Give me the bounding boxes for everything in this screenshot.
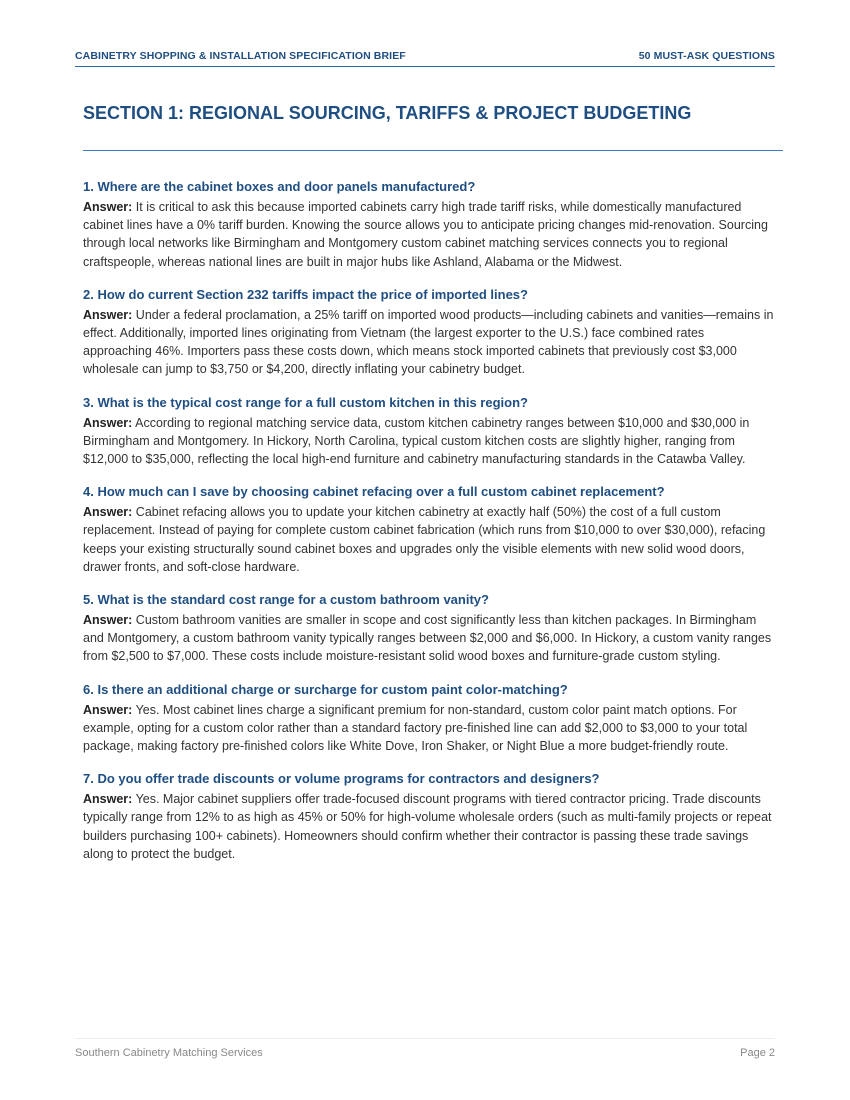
- qa-item: [83, 591, 775, 666]
- question: 3. What is the typical cost range for a full custom kitchen in this region?: [83, 394, 528, 410]
- qa-item: [83, 770, 775, 863]
- qa-item: [83, 286, 775, 379]
- answer-text: Yes. Most cabinet lines charge a significant premium for non-standard, custom color paint match options. For example, opting for a custom color rather than a standard factory pre-finished line can add $2,000 to $3,000 to your total package, making factory pre-finished colors like White Dove, Iron Shaker, or Night Blue a more budget-friendly route.: [83, 702, 748, 754]
- answer-label: Answer:: [83, 307, 133, 322]
- question: 6. Is there an additional charge or surcharge for custom paint color-matching?: [83, 681, 568, 697]
- question: 7. Do you offer trade discounts or volume programs for contractors and designers?: [83, 771, 600, 787]
- answer: [83, 306, 775, 379]
- answer-label: Answer:: [83, 613, 133, 628]
- answer: [83, 503, 775, 576]
- header-subtitle: 50 MUST-ASK QUESTIONS: [638, 50, 775, 62]
- answer-text: Custom bathroom vanities are smaller in scope and cost significantly less than kitchen packages. In Birmingham and Montgomery, a custom bathroom vanity typically ranges between $2,000 and $6,000. In Hickory, a custom vanity ranges from $2,500 to $7,000. These costs include moisture-resistant solid wood boxes and furniture-grade custom styling.: [83, 613, 772, 664]
- qa-item: [83, 483, 775, 576]
- qa-list: [83, 178, 775, 878]
- answer: [83, 198, 775, 271]
- answer-label: Answer:: [83, 702, 133, 717]
- answer-text: Cabinet refacing allows you to update your kitchen cabinetry at exactly half (50%) the cost of a full custom replacement. Instead of paying for complete custom cabinet fabrication (which runs from $10,000 to over $30,000), refacing keeps your existing structurally sound cabinet boxes and upgrades only the visible elements with new solid wood doors, drawer fronts, and soft-close hardware.: [83, 505, 766, 574]
- question: 1. Where are the cabinet boxes and door panels manufactured?: [83, 179, 476, 194]
- question: 5. What is the standard cost range for a custom bathroom vanity?: [83, 592, 489, 608]
- answer: [83, 701, 775, 756]
- footer-company: Southern Cabinetry Matching Services: [75, 1047, 263, 1059]
- answer-text: It is critical to ask this because imported cabinets carry high trade tariff risks, while domestically manufactured cabinet lines have a 0% tariff burden. Knowing the source allows you to anticipate pricing changes mid-renovation. Sourcing through local networks like Birmingham and Montgomery custom cabinet matching services connects you to regional craftspeople, whereas national lines are built in major hubs like Ashland, Alabama or the Midwest.: [83, 200, 768, 269]
- answer: [83, 790, 775, 863]
- qa-item: [83, 178, 775, 271]
- running-header: [75, 50, 775, 67]
- question: 2. How do current Section 232 tariffs impact the price of imported lines?: [83, 286, 528, 302]
- answer-label: Answer:: [83, 415, 133, 430]
- running-footer: [75, 1047, 775, 1059]
- answer-label: Answer:: [83, 792, 133, 807]
- footer-divider: [75, 1038, 775, 1039]
- section-title: SECTION 1: REGIONAL SOURCING, TARIFFS & PROJECT BUDGETING: [83, 103, 692, 123]
- answer: [83, 414, 775, 469]
- qa-item: [83, 394, 775, 469]
- qa-item: [83, 681, 775, 756]
- answer-text: Yes. Major cabinet suppliers offer trade-focused discount programs with tiered contractor pricing. Trade discounts typically range from 12% to as high as 45% or 50% for high-volume wholesale orders (such as multi-family projects or repeat builders purchasing 100+ cabinets). Homeowners should confirm whether their contractor is passing these trade savings along to protect the budget.: [83, 792, 772, 861]
- answer-label: Answer:: [83, 200, 133, 214]
- page-number: Page 2: [740, 1047, 775, 1059]
- question: 4. How much can I save by choosing cabinet refacing over a full custom cabinet replacement?: [83, 484, 665, 500]
- section-divider: [83, 150, 783, 151]
- answer: [83, 611, 775, 666]
- answer-text: According to regional matching service data, custom kitchen cabinetry ranges between $10,000 and $30,000 in Birmingham and Montgomery. In Hickory, North Carolina, typical custom kitchen costs are slightly higher, ranging from $12,000 to $35,000, reflecting the local high-end furniture and cabinetry manufacturing standards in the Catawba Valley.: [83, 415, 750, 467]
- header-title: CABINETRY SHOPPING & INSTALLATION SPECIFICATION BRIEF: [75, 50, 406, 62]
- answer-text: Under a federal proclamation, a 25% tariff on imported wood products—including cabinets and vanities—remains in effect. Additionally, imported lines originating from Vietnam (the largest exporter to the U.S.) face combined rates approaching 46%. Importers pass these costs down, which means stock imported cabinets that previously cost $3,000 wholesale can jump to $3,750 or $4,200, directly inflating your cabinetry budget.: [83, 307, 774, 377]
- answer-label: Answer:: [83, 505, 133, 520]
